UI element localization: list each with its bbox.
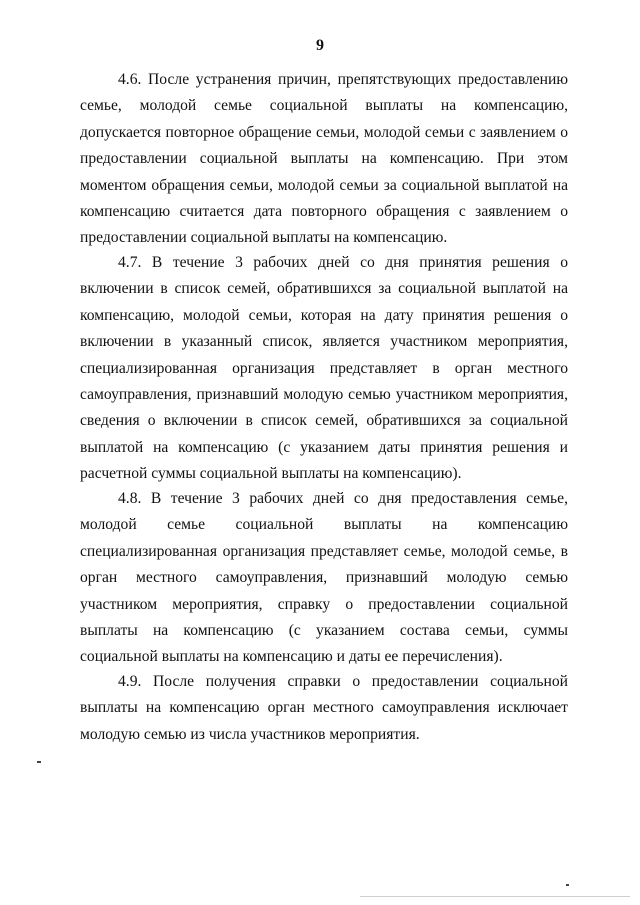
paragraph-4-8: 4.8. В течение 3 рабочих дней со дня предоставления семье, молодой семье социальной выплаты на компенсацию специализированная организация представляет семье, молодой семье, в орган местного самоуправления, признавший молодую семью участником мероприятия, справку о предоставлении социальной выплаты на компенсацию (с указанием состава семьи, суммы социальной выплаты на компенсацию и даты ее перечисления).: [80, 490, 568, 666]
scan-bottom-edge: [360, 896, 630, 897]
paragraph-4-6: 4.6. После устранения причин, препятствующих предоставлению семье, молодой семье социальной выплаты на компенсацию, допускается повторное обращение семьи, молодой семьи с заявлением о предоставлении социальной выплаты на компенсацию. При этом моментом обращения семьи, молодой семьи за социальной выплатой на компенсацию считается дата повторного обращения с заявлением о предоставлении социальной выплаты на компенсацию.: [80, 71, 568, 247]
scan-speck-right: [566, 884, 569, 886]
paragraph-4-9: 4.9. После получения справки о предоставлении социальной выплаты на компенсацию орган местного самоуправления исключает молодую семью из числа участников мероприятия.: [80, 673, 568, 743]
page-number: 9: [316, 37, 324, 54]
paragraph-4-7: 4.7. В течение 3 рабочих дней со дня принятия решения о включении в список семей, обратившихся за социальной выплатой на компенсацию, молодой семьи, которая на дату принятия решения о включении в указанный список, является участником мероприятия, специализированная организация представляет в орган местного самоуправления, признавший молодую семью участником мероприятия, сведения о включении в список семей, обратившихся за социальной выплатой на компенсацию (с указанием даты принятия решения и расчетной суммы социальной выплаты на компенсацию).: [80, 254, 568, 483]
scan-speck-left: [37, 761, 41, 763]
